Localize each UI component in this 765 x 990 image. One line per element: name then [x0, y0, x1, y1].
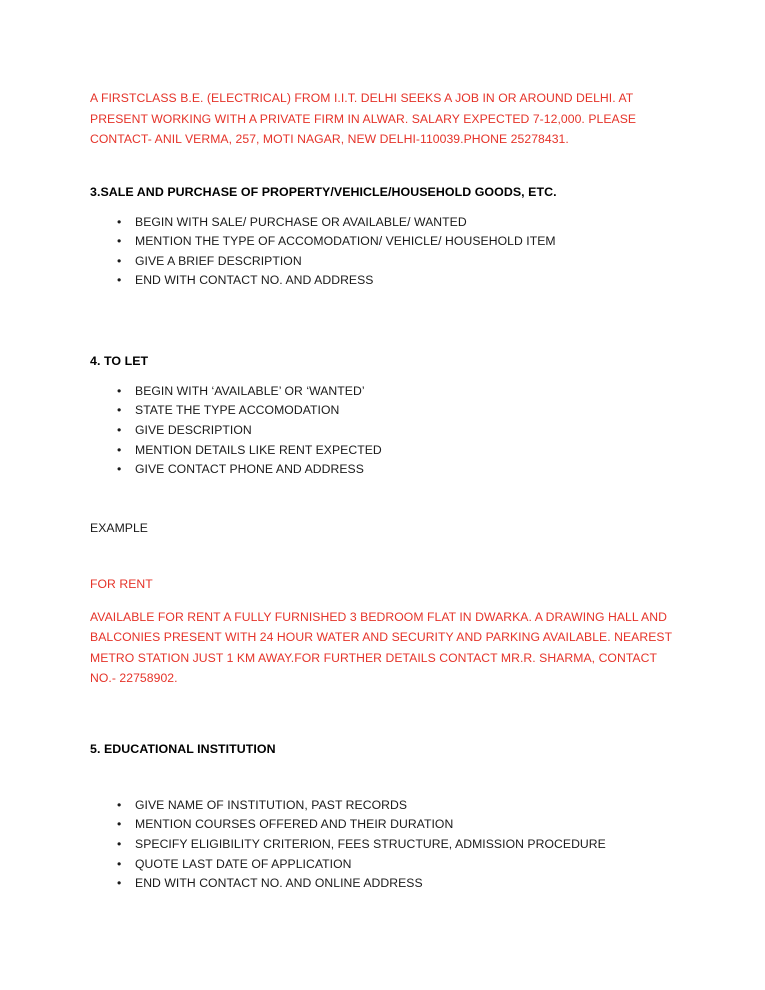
bullet-icon: •	[117, 837, 122, 852]
spacer	[90, 689, 678, 741]
spacer	[90, 291, 678, 353]
bullet-icon: •	[117, 797, 122, 812]
list-item-label: MENTION DETAILS LIKE RENT EXPECTED	[135, 442, 382, 457]
spacer	[90, 538, 678, 574]
list-item	[90, 796, 678, 816]
spacer	[90, 370, 678, 382]
section-4-heading: 4. TO LET	[90, 353, 149, 368]
list-item	[90, 421, 678, 441]
list-item-label: MENTION THE TYPE OF ACCOMODATION/ VEHICLE/ HOUSEHOLD ITEM	[135, 234, 556, 249]
bullet-icon: •	[117, 273, 122, 288]
list-item	[90, 835, 678, 855]
list-item-label: GIVE A BRIEF DESCRIPTION	[135, 253, 302, 268]
section-5-heading: 5. EDUCATIONAL INSTITUTION	[90, 741, 276, 756]
list-item	[90, 855, 678, 875]
bullet-icon: •	[117, 214, 122, 229]
list-item	[90, 441, 678, 461]
spacer	[90, 150, 678, 184]
bullet-icon: •	[117, 462, 122, 477]
spacer	[90, 201, 678, 213]
list-item-label: BEGIN WITH SALE/ PURCHASE OR AVAILABLE/ WANTED	[135, 214, 467, 229]
section-3-bullet-list	[90, 213, 678, 291]
section-3-heading: 3.SALE AND PURCHASE OF PROPERTY/VEHICLE/HOUSEHOLD GOODS, ETC.	[90, 184, 557, 199]
bullet-icon: •	[117, 383, 122, 398]
list-item	[90, 815, 678, 835]
list-item	[90, 252, 678, 272]
list-item	[90, 874, 678, 894]
document-body	[90, 88, 678, 894]
bullet-icon: •	[117, 856, 122, 871]
intro-advertisement-paragraph: A FIRSTCLASS B.E. (ELECTRICAL) FROM I.I.T. DELHI SEEKS A JOB IN OR AROUND DELHI. AT PRESENT WORKING WITH A PRIVATE FIRM IN ALWAR. SALARY EXPECTED 7-12,000. PLEASE CONTACT- ANIL VERMA, 257, MOTI NAGAR, NEW DELHI-110039.PHONE 25278431.	[90, 91, 637, 146]
bullet-icon: •	[117, 442, 122, 457]
spacer	[90, 758, 678, 796]
list-item-label: MENTION COURSES OFFERED AND THEIR DURATION	[135, 817, 454, 832]
bullet-icon: •	[117, 403, 122, 418]
bullet-icon: •	[117, 253, 122, 268]
list-item-label: GIVE NAME OF INSTITUTION, PAST RECORDS	[135, 797, 408, 812]
list-item-label: BEGIN WITH ‘AVAILABLE’ OR ‘WANTED’	[135, 383, 365, 398]
list-item	[90, 213, 678, 233]
list-item	[90, 271, 678, 291]
example-title: FOR RENT	[90, 577, 153, 592]
list-item-label: GIVE CONTACT PHONE AND ADDRESS	[135, 462, 364, 477]
section-5-bullet-list	[90, 796, 678, 894]
list-item-label: STATE THE TYPE ACCOMODATION	[135, 403, 340, 418]
spacer	[90, 595, 678, 607]
list-item	[90, 460, 678, 480]
list-item-label: QUOTE LAST DATE OF APPLICATION	[135, 856, 352, 871]
bullet-icon: •	[117, 234, 122, 249]
spacer	[90, 480, 678, 518]
list-item-label: GIVE DESCRIPTION	[135, 423, 252, 438]
bullet-icon: •	[117, 423, 122, 438]
list-item	[90, 401, 678, 421]
list-item-label: END WITH CONTACT NO. AND ADDRESS	[135, 273, 374, 288]
list-item-label: SPECIFY ELIGIBILITY CRITERION, FEES STRUCTURE, ADMISSION PROCEDURE	[135, 837, 606, 852]
section-4-bullet-list	[90, 382, 678, 480]
example-advertisement-paragraph: AVAILABLE FOR RENT A FULLY FURNISHED 3 BEDROOM FLAT IN DWARKA. A DRAWING HALL AND BALCONIES PRESENT WITH 24 HOUR WATER AND SECURITY AND PARKING AVAILABLE. NEAREST METRO STATION JUST 1 KM AWAY.FOR FURTHER DETAILS CONTACT MR.R. SHARMA, CONTACT NO.- 22758902.	[90, 609, 672, 686]
list-item-label: END WITH CONTACT NO. AND ONLINE ADDRESS	[135, 876, 423, 891]
list-item	[90, 382, 678, 402]
list-item	[90, 232, 678, 252]
bullet-icon: •	[117, 876, 122, 891]
bullet-icon: •	[117, 817, 122, 832]
example-label: EXAMPLE	[90, 520, 149, 535]
